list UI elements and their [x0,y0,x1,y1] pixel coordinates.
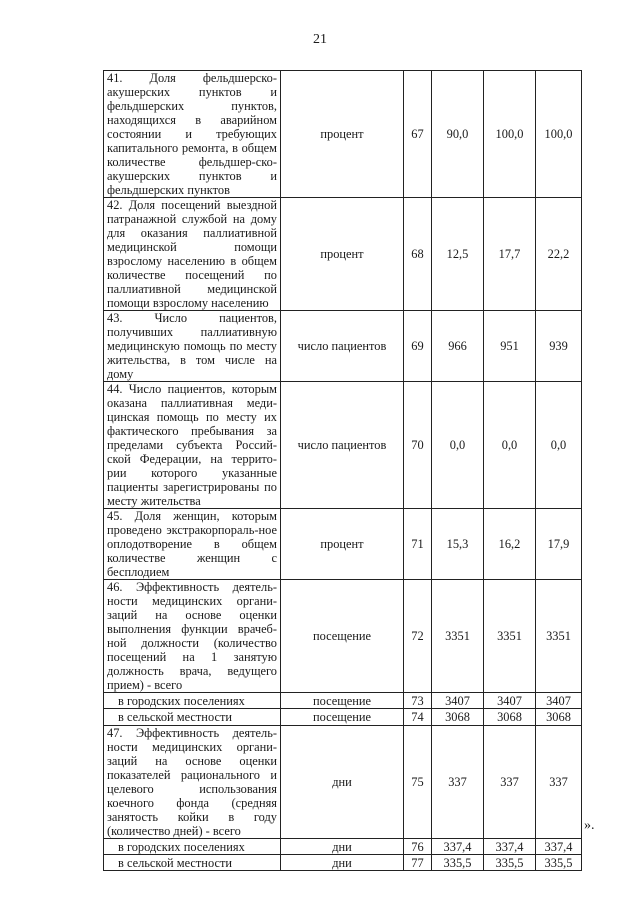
table-row [104,198,582,311]
closing-quote: ». [584,818,595,833]
unit-cell: дни [281,726,404,839]
unit-cell: дни [281,839,404,855]
unit-cell: число пациентов [281,311,404,382]
indicator-name-cell: в городских поселениях [104,839,281,855]
row-number-cell: 69 [404,311,432,382]
value-cell-3: 0,0 [536,382,582,509]
indicator-name-cell: 44. Число пациентов, которым оказана паллиативная меди-цинская помощь по месту их фактического пребывания за пределами субъекта Россий-ской Федерации, на террито-рии которого указанные пациенты зарегистрированы по месту жительства [104,382,281,509]
table-row [104,693,582,709]
unit-cell: процент [281,71,404,198]
value-cell-3: 17,9 [536,509,582,580]
value-cell-3: 3351 [536,580,582,693]
value-cell-3: 3068 [536,709,582,726]
value-cell-3: 335,5 [536,855,582,871]
value-cell-1: 12,5 [432,198,484,311]
indicator-table [103,70,582,871]
value-cell-2: 951 [484,311,536,382]
value-cell-2: 337 [484,726,536,839]
row-number-cell: 76 [404,839,432,855]
unit-cell: посещение [281,693,404,709]
row-number-cell: 77 [404,855,432,871]
unit-cell: посещение [281,709,404,726]
indicator-name-cell: в сельской местности [104,709,281,726]
value-cell-2: 17,7 [484,198,536,311]
table-row [104,855,582,871]
indicator-name-cell: в городских поселениях [104,693,281,709]
table-row [104,839,582,855]
value-cell-3: 337,4 [536,839,582,855]
row-number-cell: 68 [404,198,432,311]
unit-cell: процент [281,198,404,311]
value-cell-2: 3351 [484,580,536,693]
value-cell-1: 15,3 [432,509,484,580]
row-number-cell: 74 [404,709,432,726]
value-cell-2: 100,0 [484,71,536,198]
indicator-name-cell: 45. Доля женщин, которым проведено экстракорпораль-ное оплодотворение в общем количестве женщин с бесплодием [104,509,281,580]
unit-cell: дни [281,855,404,871]
table-row [104,311,582,382]
value-cell-2: 3068 [484,709,536,726]
table-row [104,509,582,580]
unit-cell: число пациентов [281,382,404,509]
row-number-cell: 75 [404,726,432,839]
value-cell-1: 0,0 [432,382,484,509]
value-cell-1: 3351 [432,580,484,693]
indicator-name-cell: в сельской местности [104,855,281,871]
value-cell-2: 0,0 [484,382,536,509]
value-cell-1: 3068 [432,709,484,726]
value-cell-1: 90,0 [432,71,484,198]
value-cell-1: 337,4 [432,839,484,855]
indicator-name-cell: 42. Доля посещений выездной патранажной службой на дому для оказания паллиативной медицинской помощи взрослому населению в общем количестве посещений по паллиативной медицинской помощи взрослому населению [104,198,281,311]
value-cell-2: 3407 [484,693,536,709]
unit-cell: посещение [281,580,404,693]
indicator-name-cell: 47. Эффективность деятель-ности медицинских органи-заций на основе оценки показателей рационального и целевого использования коечного фонда (средняя занятость койки в году (количество дней) - всего [104,726,281,839]
unit-cell: процент [281,509,404,580]
row-number-cell: 67 [404,71,432,198]
row-number-cell: 70 [404,382,432,509]
indicator-name-cell: 46. Эффективность деятель-ности медицинских органи-заций на основе оценки выполнения функции врачеб-ной должности (количество посещений на 1 занятую должность врача, ведущего прием) - всего [104,580,281,693]
table-row [104,726,582,839]
row-number-cell: 71 [404,509,432,580]
value-cell-3: 100,0 [536,71,582,198]
value-cell-2: 337,4 [484,839,536,855]
value-cell-1: 335,5 [432,855,484,871]
value-cell-1: 3407 [432,693,484,709]
page-number: 21 [313,32,327,47]
value-cell-3: 3407 [536,693,582,709]
table-row [104,709,582,726]
row-number-cell: 73 [404,693,432,709]
value-cell-2: 16,2 [484,509,536,580]
value-cell-1: 337 [432,726,484,839]
table-row [104,382,582,509]
indicator-name-cell: 41. Доля фельдшерско-акушерских пунктов и фельдшерских пунктов, находящихся в аварийном состоянии и требующих капитального ремонта, в общем количестве фельдшер-ско-акушерских пунктов и фельдшерских пунктов [104,71,281,198]
table-row [104,71,582,198]
value-cell-1: 966 [432,311,484,382]
value-cell-2: 335,5 [484,855,536,871]
value-cell-3: 939 [536,311,582,382]
value-cell-3: 22,2 [536,198,582,311]
row-number-cell: 72 [404,580,432,693]
value-cell-3: 337 [536,726,582,839]
indicator-name-cell: 43. Число пациентов, получивших паллиативную медицинскую помощь по месту жительства, в том числе на дому [104,311,281,382]
table-row [104,580,582,693]
